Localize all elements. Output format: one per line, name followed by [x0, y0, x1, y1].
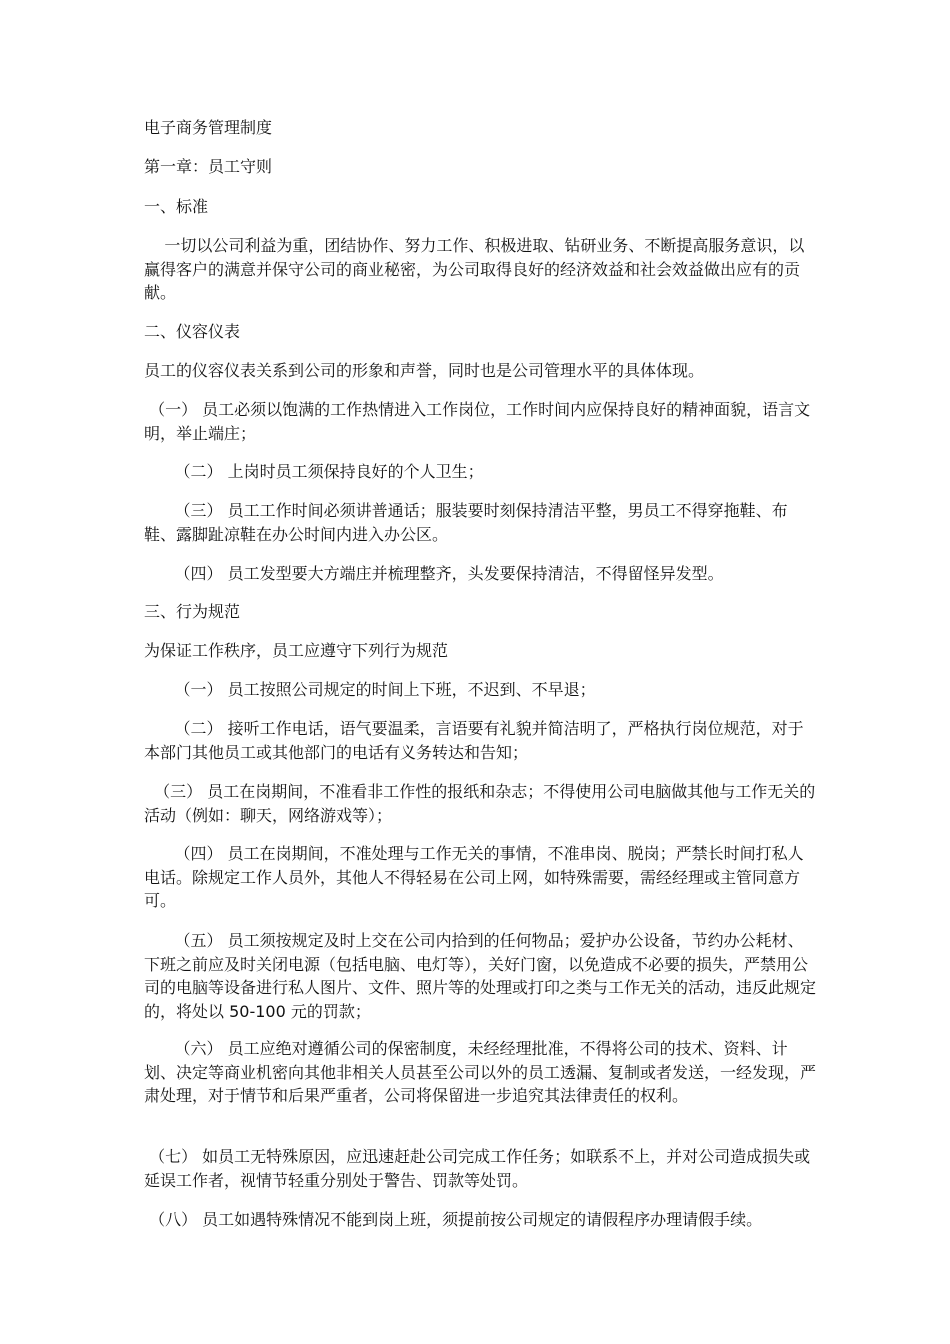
list-item: （五） 员工须按规定及时上交在公司内拾到的任何物品；爱护办公设备，节约办公耗材、下班之前应及时关闭电源（包括电脑、电灯等），关好门窗，以免造成不必要的损失，严禁用公司的电脑等设备进行私人图片、文件、照片等的处理或打印之类与工作无关的活动，违反此规定的，将处以 50-100 元的罚款； [144, 931, 817, 1021]
section-intro-conduct: 为保证工作秩序，员工应遵守下列行为规范 [144, 641, 449, 660]
document-title: 电子商务管理制度 [144, 118, 273, 137]
list-item: （七） 如员工无特殊原因，应迅速赶赴公司完成工作任务；如联系不上，并对公司造成损失或延误工作者，视情节轻重分别处于警告、罚款等处罚。 [144, 1147, 811, 1190]
section-heading-standards: 一、标准 [144, 197, 209, 216]
list-item: （八） 员工如遇特殊情况不能到岗上班，须提前按公司规定的请假程序办理请假手续。 [144, 1210, 763, 1229]
section-intro-appearance: 员工的仪容仪表关系到公司的形象和声誉，同时也是公司管理水平的具体体现。 [144, 361, 705, 380]
chapter-heading: 第一章：员工守则 [144, 157, 273, 176]
list-item: （一） 员工按照公司规定的时间上下班，不迟到、不早退； [144, 680, 596, 699]
section-heading-appearance: 二、仪容仪表 [144, 322, 241, 341]
list-item: （四） 员工发型要大方端庄并梳理整齐，头发要保持清洁，不得留怪异发型。 [144, 564, 724, 583]
section-paragraph-standards: 一切以公司利益为重，团结协作、努力工作、积极进取、钻研业务、不断提高服务意识，以赢得客户的满意并保守公司的商业秘密，为公司取得良好的经济效益和社会效益做出应有的贡献。 [144, 236, 805, 302]
list-item: （二） 上岗时员工须保持良好的个人卫生； [144, 462, 484, 481]
list-item: （三） 员工在岗期间，不准看非工作性的报纸和杂志；不得使用公司电脑做其他与工作无关的活动（例如：聊天，网络游戏等）； [144, 782, 816, 825]
list-item: （六） 员工应绝对遵循公司的保密制度，未经经理批准，不得将公司的技术、资料、计划、决定等商业机密向其他非相关人员甚至公司以外的员工透漏、复制或者发送，一经发现，严肃处理，对于情节和后果严重者，公司将保留进一步追究其法律责任的权利。 [144, 1039, 817, 1105]
list-item: （二） 接听工作电话，语气要温柔，言语要有礼貌并简洁明了，严格执行岗位规范，对于本部门其他员工或其他部门的电话有义务转达和告知； [144, 719, 804, 762]
list-item: （一） 员工必须以饱满的工作热情进入工作岗位，工作时间内应保持良好的精神面貌，语言文明，举止端庄； [144, 400, 811, 443]
list-item: （四） 员工在岗期间，不准处理与工作无关的事情，不准串岗、脱岗；严禁长时间打私人电话。除规定工作人员外，其他人不得轻易在公司上网，如特殊需要，需经经理或主管同意方可。 [144, 844, 804, 910]
list-item: （三） 员工工作时间必须讲普通话；服装要时刻保持清洁平整，男员工不得穿拖鞋、布鞋、露脚趾凉鞋在办公时间内进入办公区。 [144, 501, 788, 544]
section-heading-conduct: 三、行为规范 [144, 602, 241, 621]
